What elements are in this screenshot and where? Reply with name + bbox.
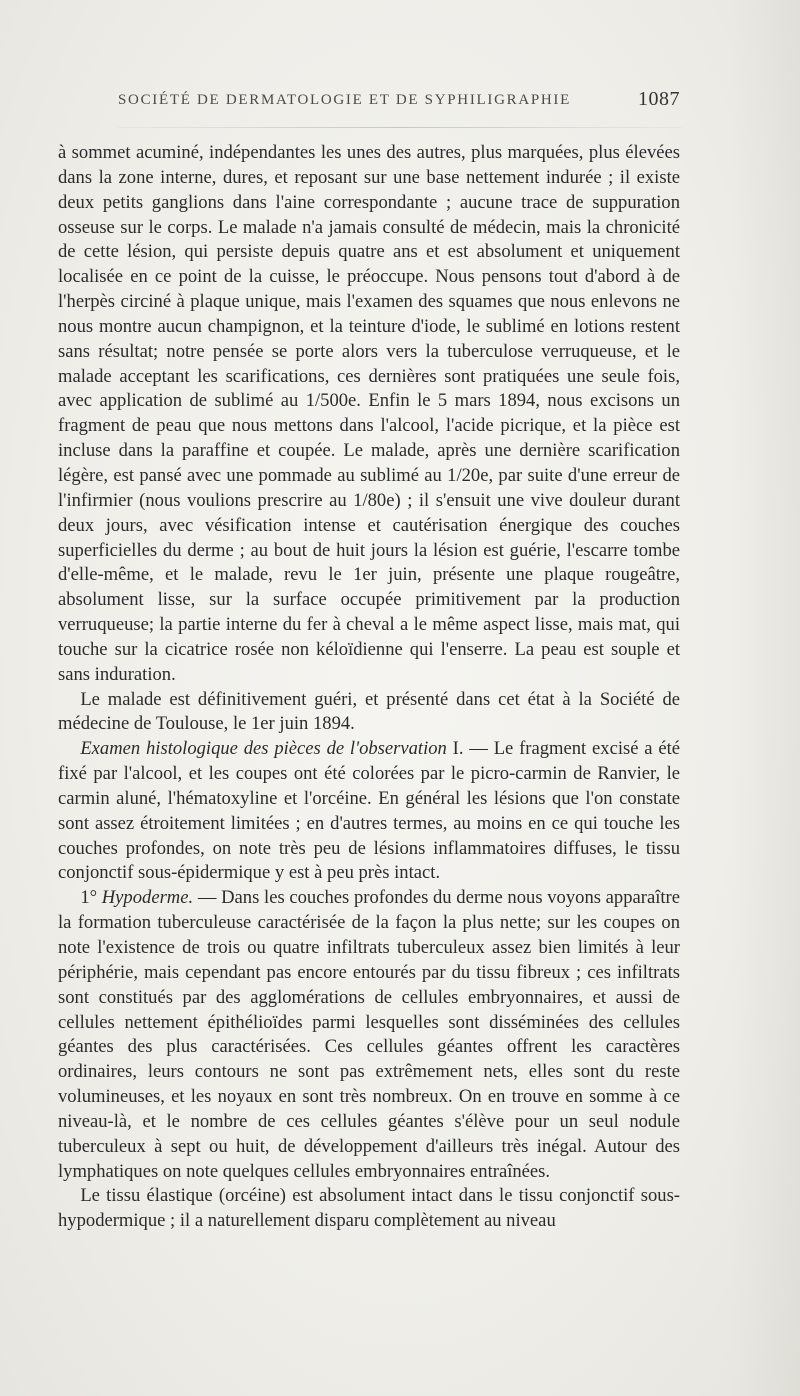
paragraph-text: à sommet acuminé, indépendantes les unes des autres, plus marquées, plus élevées dans la zone interne, dures, et reposant sur une base nettement indurée ; il existe deux petits ganglions dans l'aine correspondante ; aucune trace de suppuration osseuse sur le corps. Le malade n'a jamais consulté de médecin, mais la chronicité de cette lésion, qui persiste depuis quatre ans et est absolument et uniquement localisée en ce point de la cuisse, le préoccupe. Nous pensons tout d'abord à de l'herpès circiné à plaque unique, mais l'examen des squames que nous enlevons ne nous montre aucun champignon, et la teinture d'iode, le sublimé en lotions restent sans résultat; notre pensée se porte alors vers la tuberculose verruqueuse, et le malade acceptant les scarifications, ces dernières sont pratiquées une seule fois, avec application de sublimé au 1/500e. Enfin le 5 mars 1894, nous excisons un fragment de peau que nous mettons dans l'alcool, l'acide picrique, et la pièce est incluse dans la paraffine et coupée. Le malade, après une dernière scarification légère, est pansé avec une pommade au sublimé au 1/20e, par suite d'une erreur de l'infirmier (nous voulions prescrire au 1/80e) ; il s'ensuit une vive douleur durant deux jours, avec vésification intense et cautérisation énergique des couches superficielles du derme ; au bout de huit jours la lésion est guérie, l'escarre tombe d'elle-même, et le malade, revu le 1er juin, présente une plaque rougeâtre, absolument lisse, sur la surface occupée primitivement par la production verruqueuse; la partie interne du fer à cheval a le même aspect lisse, mais mat, qui touche sur la cicatrice rosée non kéloïdienne qui l'enserre. La peau est souple et sans induration.	[58, 142, 680, 685]
section-heading: Examen histologique des pièces de l'observation	[80, 738, 447, 760]
page-number: 1087	[638, 88, 680, 110]
header-rule	[118, 127, 682, 128]
paragraph-elastic-tissue	[58, 1184, 680, 1234]
paragraph-hypoderme	[58, 886, 680, 1184]
paragraph-text: Le malade est définitivement guéri, et présenté dans cet état à la Société de médecine de Toulouse, le 1er juin 1894.	[58, 688, 680, 735]
body-text	[58, 141, 680, 1234]
paragraph-cure	[58, 688, 680, 738]
paragraph-text: I. — Le fragment excisé a été fixé par l'alcool, et les coupes ont été colorées par le picro-carmin de Ranvier, le carmin aluné, l'hématoxyline et l'orcéine. En général les lésions que l'on constate sont assez étroitement limitées ; en d'autres termes, au moins en ce qui touche les couches profondes, on note très peu de lésions inflammatoires diffuses, le tissu conjonctif sous-épidermique y est à peu près intact.	[58, 738, 680, 884]
paragraph-text: — Dans les couches profondes du derme nous voyons apparaître la formation tuberculeuse caractérisée de la façon la plus nette; sur les coupes on note l'existence de trois ou quatre infiltrats tuberculeux assez bien limités à leur périphérie, mais cependant pas encore entourés par du tissu fibreux ; ces infiltrats sont constitués par des agglomérations de cellules embryonnaires, et aussi de cellules nettement épithélioïdes parmi lesquelles sont disséminées des cellules géantes des plus caractérisées. Ces cellules géantes offrent les caractères ordinaires, leurs contours ne sont pas extrêmement nets, elles sont du reste volumineuses, et les noyaux en sont très nombreux. On en trouve en somme à ce niveau-là, et le nombre de ces cellules géantes s'élève pour un seul nodule tuberculeux à sept ou huit, de développement d'ailleurs très inégal. Autour des lymphatiques on note quelques cellules embryonnaires entraînées.	[58, 887, 680, 1182]
paragraph-continuation	[58, 141, 680, 688]
paragraph-histology	[58, 737, 680, 886]
section-heading: Hypoderme.	[101, 887, 194, 909]
paragraph-text: Le tissu élastique (orcéine) est absolument intact dans le tissu conjonctif sous-hypodermique ; il a naturellement disparu complètement au niveau	[58, 1185, 680, 1232]
page-edge-shadow	[730, 0, 800, 1396]
running-title: SOCIÉTÉ DE DERMATOLOGIE ET DE SYPHILIGRAPHIE	[118, 92, 571, 108]
page-header	[118, 88, 682, 118]
item-number: 1°	[80, 887, 102, 909]
